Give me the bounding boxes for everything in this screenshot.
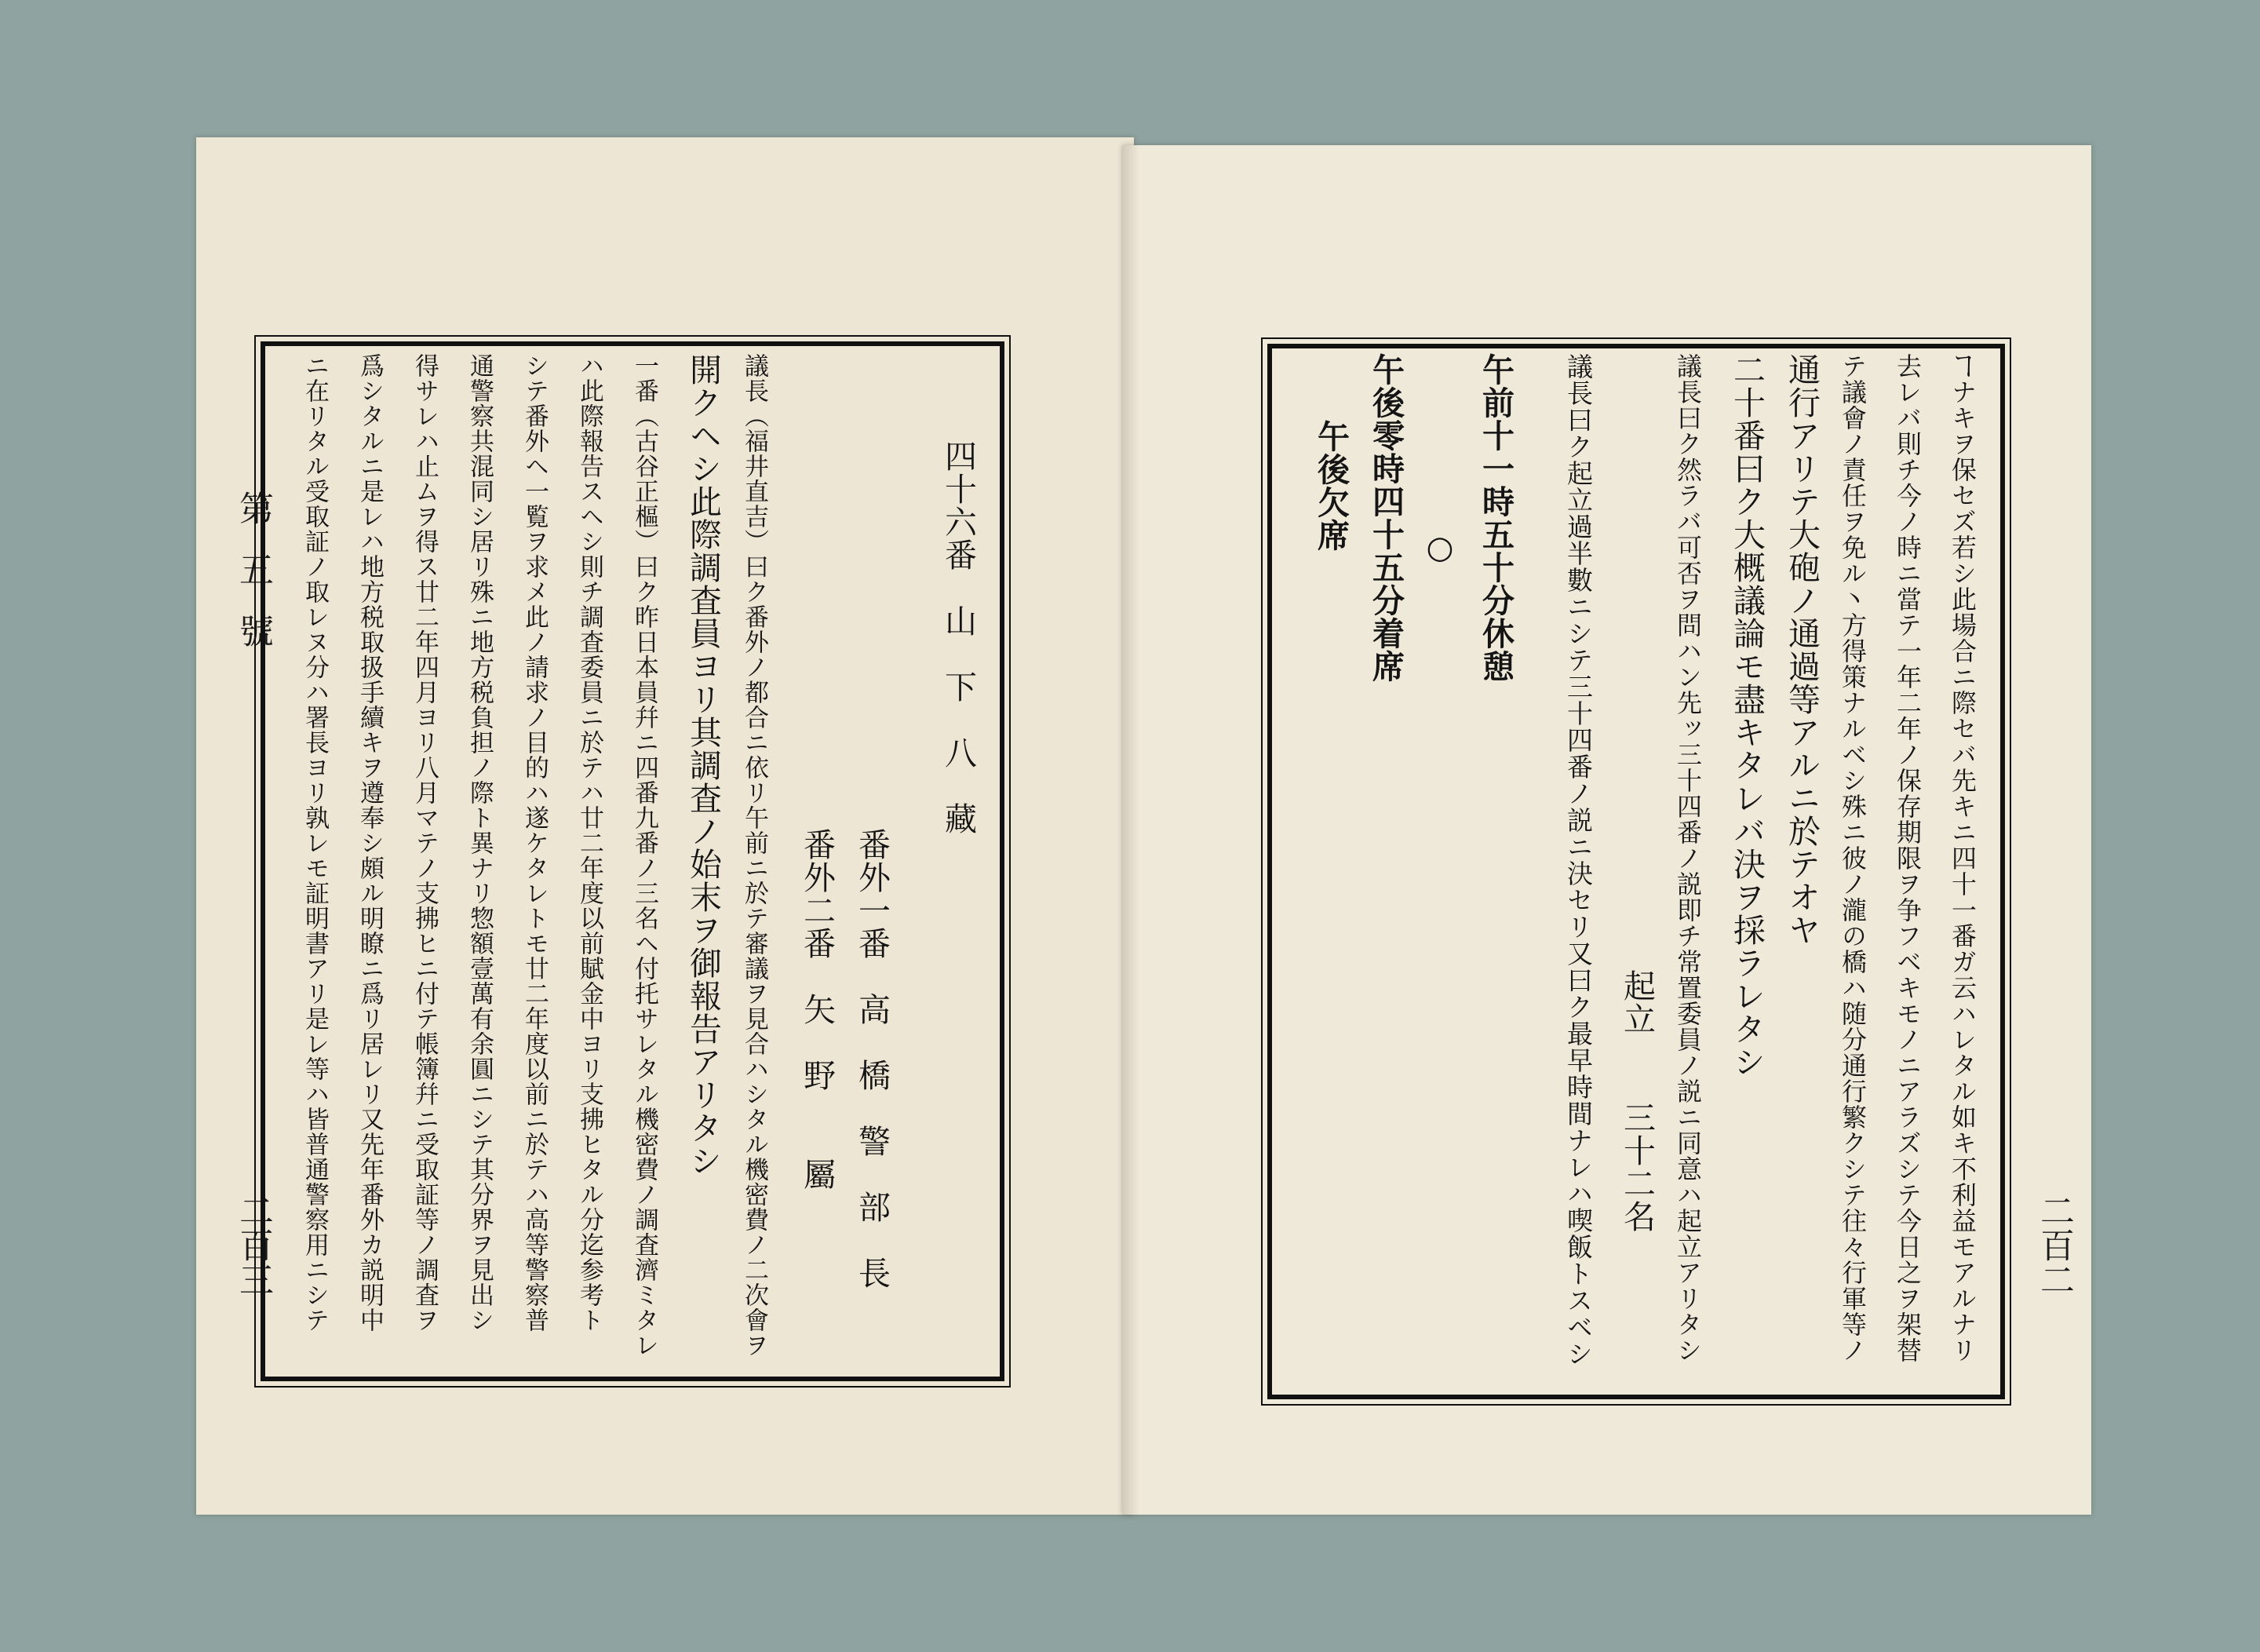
right-line-7: 起立 三十二名 [1618, 969, 1656, 1233]
left-line-1: 四十六番 山 下 八 藏 [939, 439, 977, 835]
right-line-4: 通行アリテ大砲ノ通過等アルニ於テオヤ [1783, 353, 1821, 946]
left-line-5: 開クヘシ此際調査員ヨリ其調査ノ始末ヲ御報告アリタシ [684, 353, 722, 1177]
right-line-11: 午後零時四十五分着席 [1367, 353, 1405, 683]
right-line-1: ヿナキヲ保セズ若シ此場合ニ際セバ先キニ四十一番ガ云ハレタル如キ不利益モアルナリ [1948, 353, 1978, 1363]
right-line-3: テ議會ノ責任ヲ免ル丶方得策ナルベシ殊ニ彼ノ瀧の橋ハ随分通行繁クシテ往々行軍等ノ [1838, 353, 1868, 1363]
right-line-6: 議長曰ク然ラバ可否ヲ問ハン先ッ三十四番ノ説即チ常置委員ノ説ニ同意ハ起立アリタシ [1673, 353, 1703, 1363]
left-line-8: シテ番外ヘ一覧ヲ求メ此ノ請求ノ目的ハ遂ケタレトモ廿二年度以前ニ於テハ高等警察普 [520, 353, 549, 1333]
left-line-2: 番外一番 高 橋 警 部 長 [853, 828, 891, 1289]
left-page-number: 二百三 [233, 1193, 273, 1296]
left-line-7: ハ此際報告スヘシ則チ調査委員ニ於テハ廿二年度以前賦金中ヨリ支拂ヒタル分迄参考ト [575, 353, 603, 1333]
right-page-number: 二百二 [2034, 1193, 2074, 1296]
right-line-10: ○ [1422, 530, 1458, 567]
right-line-2: 去レバ則チ今ノ時ニ當テ一年二年ノ保存期限ヲ争フベキモノニアラズシテ今日之ヲ架替 [1893, 353, 1923, 1363]
right-line-9: 午前十一時五十分休憩 [1477, 353, 1515, 683]
right-line-5: 二十番曰ク大概議論モ盡キタレバ決ヲ採ラレタシ [1728, 353, 1766, 1078]
issue-number-label: 第五號 [233, 490, 273, 674]
right-line-12: 午後欠席 [1312, 420, 1350, 552]
left-line-4: 議長（福井直吉）曰ク番外ノ都合ニ依リ午前ニ於テ審議ヲ見合ハシタル機密費ノ二次會ヲ [740, 353, 768, 1358]
right-line-8: 議長曰ク起立過半數ニシテ三十四番ノ説ニ決セリ又曰ク最早時間ナレハ喫飯トスベシ [1563, 353, 1594, 1367]
left-line-10: 得サレハ止ムヲ得ス廿二年四月ヨリ八月マテノ支拂ヒニ付テ帳簿幷ニ受取証等ノ調査ヲ [410, 353, 439, 1333]
left-line-6: 一番（古谷正樞）曰ク昨日本員幷ニ四番九番ノ三名ヘ付托サレタル機密費ノ調査濟ミタレ [630, 353, 658, 1358]
left-line-11: 爲シタルニ是レハ地方税取扱手續キヲ遵奉シ頗ル明瞭ニ爲リ居レリ又先年番外カ説明中 [355, 353, 384, 1333]
left-line-9: 通警察共混同シ居リ殊ニ地方税負担ノ際ト異ナリ惣額壹萬有余圓ニシテ其分界ヲ見出シ [465, 353, 494, 1333]
left-line-3: 番外二番 矢 野 屬 [798, 828, 836, 1191]
book-spine-shadow [1122, 145, 1139, 1515]
left-line-12: ニ在リタル受取証ノ取レヌ分ハ署長ヨリ孰レモ証明書アリ是レ等ハ皆普通警察用ニシテ [301, 353, 329, 1333]
